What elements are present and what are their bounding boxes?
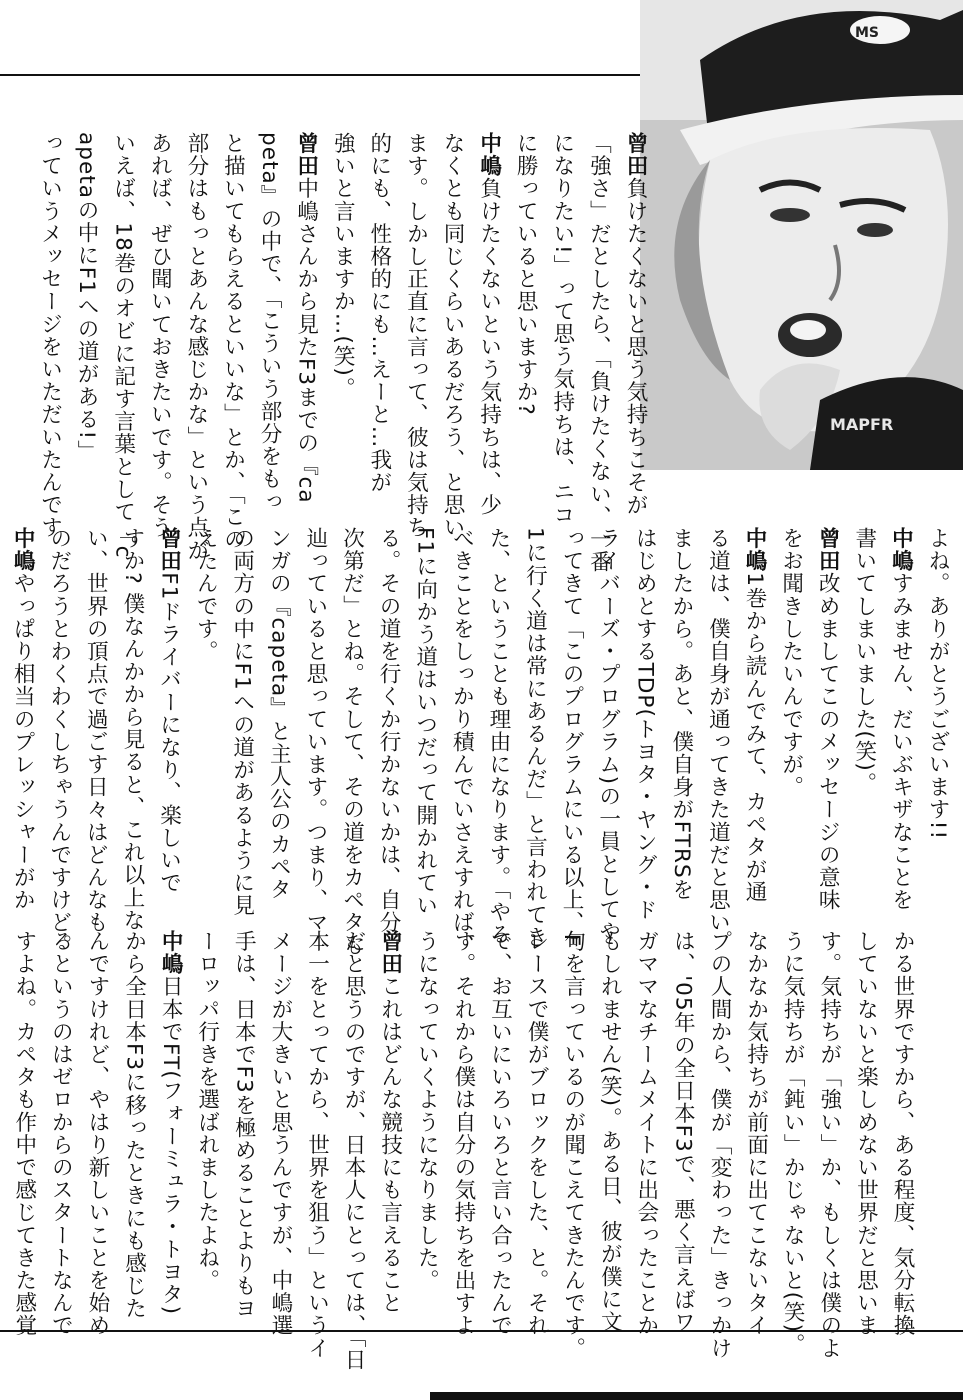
text-line — [699, 527, 736, 934]
text-line — [68, 132, 105, 477]
line-text: レースで僕がブロックをした、と。それ — [524, 930, 550, 1337]
lower-text — [11, 930, 920, 1372]
text-line — [287, 132, 324, 504]
line-text: 1巻から読んでみて、カペタが通 — [742, 572, 768, 904]
line-text: をお聞きしたいんですが。 — [778, 527, 804, 799]
text-line — [626, 527, 663, 922]
text-line — [772, 527, 809, 882]
line-text: F1に向かう道はいつだって開かれてい — [412, 527, 438, 917]
line-text: る道は、僕自身が通ってきた道だと思い — [705, 527, 731, 934]
upper-left-text — [37, 132, 653, 574]
text-line — [433, 132, 470, 539]
line-text: うになっていくようになりました。 — [414, 930, 440, 1292]
line-text: すみません、だいぶキザなことを — [888, 572, 914, 912]
text-line — [260, 527, 297, 901]
line-text: ンガの『capeta』と主人公のカペタ — [266, 527, 292, 901]
line-text: えたんです。 — [193, 527, 219, 663]
line-text: の両方の中にF1への道があるように見 — [229, 527, 255, 917]
text-line — [443, 527, 480, 957]
line-text: なくとも同じくらいあるだろう、と思い — [440, 132, 466, 539]
text-line — [40, 527, 77, 957]
line-text: 負けたくないと思う気持ちこそが — [623, 177, 648, 517]
line-text: すよね。カペタも作中で感じてきた感覚 — [11, 930, 37, 1337]
text-line — [187, 527, 224, 882]
speaker-label: 曾田 — [293, 132, 319, 178]
line-text: うに気持ちが「鈍い」かじゃないと(笑)。 — [780, 930, 806, 1356]
line-text: 強いと言いますか…(笑)。 — [330, 132, 356, 400]
line-text: 1に行く道は常にあるんだ」と言われてき — [522, 527, 548, 949]
text-line — [470, 132, 507, 517]
line-text: で、お互いにいろいろと言い合ったんで — [487, 930, 513, 1337]
line-text: 中嶋さんから見たF3までの『ca — [293, 177, 319, 504]
shirt-logo: MAPFR — [830, 415, 894, 434]
text-line — [883, 930, 920, 1337]
text-line — [77, 527, 114, 934]
line-text: る。その道を行くか行かないかは、自分 — [376, 527, 402, 934]
line-text: 的にも、性格的にも…えーと…我が — [366, 132, 392, 494]
text-line — [664, 930, 701, 1334]
line-text: 本一をとってから、世界を狙う」というイ — [304, 930, 330, 1360]
line-text: ます。しかし正直に言って、彼は気持ち — [403, 132, 429, 539]
line-text: やっぱり相当のプレッシャーがか — [10, 572, 36, 912]
text-line — [78, 930, 115, 1337]
text-line — [543, 132, 580, 526]
line-text: peta』の中で、「こういう部分をもっ — [257, 132, 283, 513]
line-text: ーロッパ行きを選ばれましたよね。 — [194, 930, 220, 1292]
line-text: 次第だ」とね。そして、その道をカペタも — [339, 527, 365, 957]
line-text: かる世界ですから、ある程度、気分転換 — [890, 930, 915, 1337]
speaker-label: 中嶋 — [158, 930, 184, 976]
text-line — [918, 527, 955, 882]
text-line — [616, 132, 653, 517]
speaker-label: 曾田 — [623, 132, 648, 178]
text-line — [516, 527, 553, 949]
speaker-label: 曾田 — [377, 930, 403, 976]
text-line — [371, 930, 408, 1315]
text-line — [397, 132, 434, 539]
text-line — [31, 132, 68, 539]
text-line — [250, 132, 287, 513]
line-text: これはどんな競技にも言えること — [377, 975, 403, 1315]
top-rule — [0, 74, 660, 76]
text-line — [152, 930, 189, 1316]
line-text: 負けたくないという気持ちは、少 — [476, 177, 502, 517]
text-line — [360, 132, 397, 494]
line-text: い、世界の頂点で過ごす日々はどんなも — [83, 527, 109, 934]
line-text: よね。ありがとうございます!! — [925, 527, 950, 841]
line-text: っていうメッセージをいただいたんです — [37, 132, 63, 539]
line-text: だと思うのですが、日本人にとっては、「日 — [341, 930, 367, 1372]
text-line — [177, 132, 214, 562]
line-text: になりたい!」って思う気持ちは、ニコ — [549, 132, 575, 526]
line-text: F1ドライバーになり、楽しいで — [156, 572, 182, 895]
line-text: はじめとするTDP(トヨタ・ヤング・ド — [632, 527, 658, 922]
line-text: 書いてしまいました(笑)。 — [851, 527, 877, 795]
line-text: と描いてもらえるといいな」とか、「この — [220, 132, 246, 551]
text-line — [507, 132, 544, 477]
text-line — [882, 527, 919, 912]
line-text: から全日本F3に移ったときにも感じた — [121, 930, 147, 1320]
text-line — [298, 930, 335, 1360]
text-line — [115, 930, 152, 1320]
text-line — [517, 930, 554, 1337]
text-line — [296, 527, 333, 934]
line-text: もしれません(笑)。ある日、彼が僕に文 — [597, 930, 623, 1334]
line-text: に勝っていると思いますか? — [513, 132, 539, 416]
text-line — [810, 930, 847, 1360]
line-text: んですけれど、やはり新しいことを始め — [84, 930, 110, 1337]
text-line — [479, 527, 516, 946]
line-text: あれば、ぜひ聞いておきたいです。そう — [147, 132, 173, 539]
text-line — [324, 132, 361, 477]
line-text: た、ということも理由になります。「やる — [485, 527, 511, 946]
line-text: のだろうとわくわくしちゃうんですけど。 — [46, 527, 72, 957]
line-text: す。それから僕は自分の気持ちを出すよ — [450, 930, 476, 1337]
line-text: いえば、18巻のオビに記す言葉として「c — [110, 132, 136, 559]
line-text: 句を言っているのが聞こえてきたんです。 — [560, 930, 586, 1360]
text-line — [481, 930, 518, 1337]
line-text: すか? 僕なんかから見ると、これ以上な — [119, 527, 145, 932]
text-line — [4, 527, 41, 912]
text-line — [737, 930, 774, 1337]
text-line — [554, 930, 591, 1360]
text-line — [333, 527, 370, 957]
line-text: ましたから。あと、僕自身がFTRSを — [668, 527, 694, 902]
text-line — [223, 527, 260, 917]
line-text: 改めましてこのメッセージの意味 — [815, 572, 841, 912]
text-line — [104, 132, 141, 559]
line-text: す。気持ちが「強い」か、もしくは僕のよ — [816, 930, 842, 1360]
text-line — [370, 527, 407, 934]
text-line — [150, 527, 187, 895]
text-line — [627, 930, 664, 1337]
line-text: ライバーズ・プログラム)の一員としてや — [595, 527, 621, 944]
text-line — [113, 527, 150, 932]
text-line — [845, 527, 882, 882]
text-line — [261, 930, 298, 1337]
line-text: 辿っていると思っています。つまり、マ — [302, 527, 328, 934]
speaker-label: 中嶋 — [10, 527, 36, 573]
text-line — [141, 132, 178, 539]
text-line — [406, 527, 443, 917]
footer-bar — [430, 1392, 963, 1400]
line-text: ガママなチームメイトに出会ったことか — [633, 930, 659, 1337]
line-text: していないと楽しめない世界だと思いま — [853, 930, 879, 1337]
text-line — [774, 930, 811, 1356]
text-line — [444, 930, 481, 1337]
text-line — [225, 930, 262, 1320]
driver-photo — [640, 0, 963, 470]
line-text: 部分はもっとあんな感じかな」という点が — [183, 132, 209, 562]
text-line — [809, 527, 846, 912]
speaker-label: 曾田 — [156, 527, 182, 573]
line-text: 手は、日本でF3を極めることよりもヨ — [231, 930, 257, 1320]
speaker-label: 曾田 — [815, 527, 841, 573]
line-text: は、'05年の全日本F3で、悪く言えばワ — [670, 930, 696, 1334]
text-line — [42, 930, 79, 1337]
line-text: るというのはゼロからのスタートなんで — [48, 930, 74, 1337]
driver-photo-illustration — [640, 0, 963, 470]
line-text: べきことをしっかり積んでいさえすれば、 — [449, 527, 475, 957]
text-line — [214, 132, 251, 551]
text-line — [589, 527, 626, 944]
line-text: 日本でFT(フォーミュラ・トヨタ) — [158, 975, 184, 1316]
text-line — [188, 930, 225, 1292]
text-line — [580, 132, 617, 574]
text-line — [847, 930, 884, 1337]
line-text: なかなか気持ちが前面に出てこないタイ — [743, 930, 769, 1337]
line-text: ってきて「このプログラムにいる以上、F — [559, 527, 585, 948]
text-line — [5, 930, 42, 1337]
text-line — [408, 930, 445, 1292]
line-text: メージが大きいと思うんですが、中嶋選 — [267, 930, 293, 1337]
cap-logo: MS — [855, 25, 880, 41]
speaker-label: 中嶋 — [476, 132, 502, 178]
line-text: 「強さ」だとしたら、「負けたくない、一番 — [586, 132, 612, 574]
middle-text — [10, 527, 955, 957]
text-line — [591, 930, 628, 1334]
line-text: apetaの中にF1への道がある!」 — [74, 132, 100, 463]
text-line — [700, 930, 737, 1360]
text-line — [335, 930, 372, 1372]
speaker-label: 中嶋 — [742, 527, 768, 573]
line-text: プの人間から、僕が「変わった」きっかけ — [707, 930, 733, 1360]
text-line — [552, 527, 589, 948]
text-line — [662, 527, 699, 902]
text-line — [735, 527, 772, 904]
text-line — [0, 930, 5, 1285]
speaker-label: 中嶋 — [888, 527, 914, 573]
